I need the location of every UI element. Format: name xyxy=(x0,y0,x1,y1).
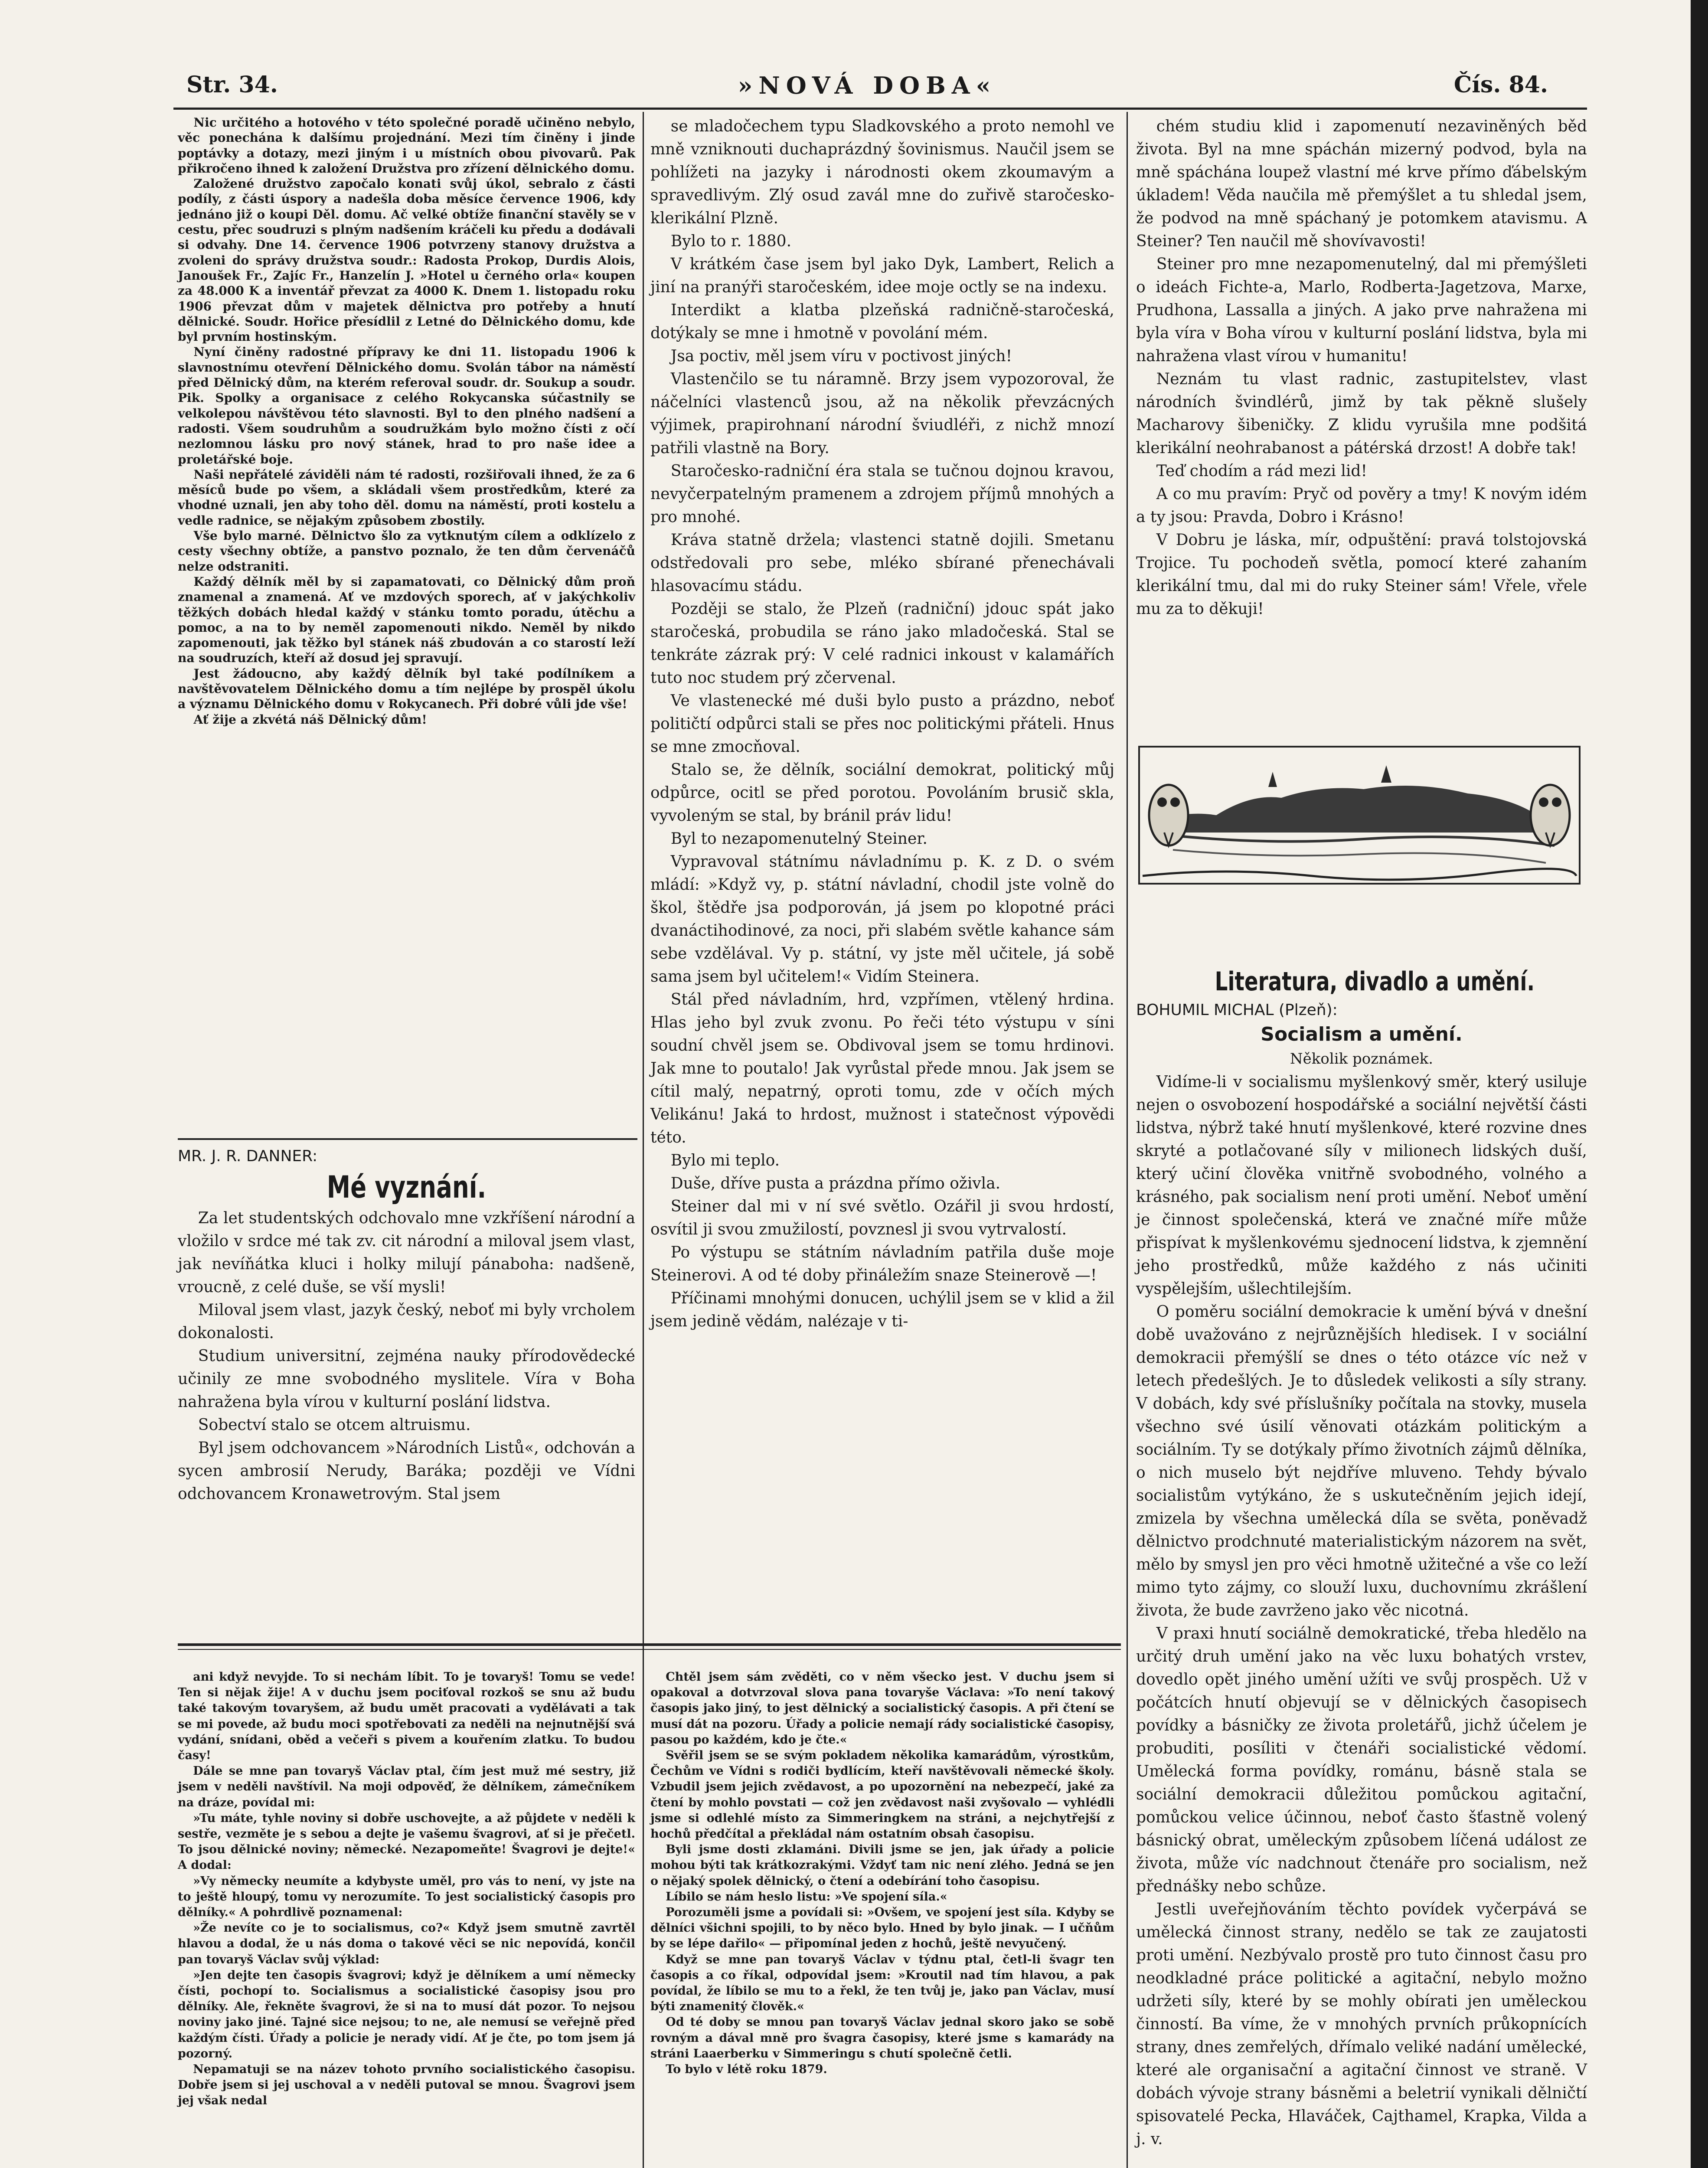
paragraph: Neznám tu vlast radnic, zastupitelstev, vlast národních švindlérů, jimž by tak pěkně slušely Macharovy šibeničky. Z klidu vyrušila mne podšitá klerikální neohrabanost a pátérská drzost! A dobře tak! xyxy=(1136,370,1587,457)
paragraph: Každý dělník měl by si zapamatovati, co Dělnický dům proň znamenal a znamená. Ať ve mzdových sporech, ať v jakýchkoliv těžkých dobách hledal každý v stánku tomto poradu, útěchu a pomoc, a na to by neměl zapomenouti nikdo. Neměl by nikdo zapomenouti, jak těžko byl stánek náš zbudován a co starostí leží na soudruzích, kteří až dosud jej spravují. xyxy=(178,574,635,666)
issue-number: Čís. 84. xyxy=(1453,72,1548,98)
newspaper-title: »NOVÁ DOBA« xyxy=(738,72,997,99)
section-vignette xyxy=(1138,746,1581,885)
paragraph: Miloval jsem vlast, jazyk český, neboť mi byly vrcholem dokonalosti. xyxy=(178,1301,635,1342)
paragraph: Porozuměli jsme a povídali si: »Ovšem, ve spojení jest síla. Kdyby se dělníci všichni spojili, to by něco bylo. Hned by bylo jinak. — I učňům by se lépe dařilo« — připomínal jeden z hochů, ještě nevyučený. xyxy=(650,1906,1114,1951)
essay-author: BOHUMIL MICHAL (Plzeň): xyxy=(1136,1001,1338,1019)
paragraph: O poměru sociální demokracie k umění bývá v dnešní době uvažováno z nejrůznějších hledisek. I v sociální demokracii přemýšlí se dnes o této otázce víc než v letech předešlých. Je to důsledek velikosti a síly strany. V dobách, kdy své příslušníky počítala na stovky, musela všechno své úsilí věnovati otázkám politickým a sociálním. Ty se dotýkaly přímo životních zájmů dělníka, o nich muselo být nejdříve mluveno. Tehdy bývalo socialistům vytýkáno, že s uskutečněním jejich idejí, zmizela by všechna umělecká díla se světa, poněvadž dělnictvo prodchnuté materialistickým názorem na svět, mělo by smysl jen pro věci hmotně užitečné a vše co leží mimo tyto zájmy, co slouží luxu, duchovnímu zkrášlení života, že bude zavrženo jako věc nicotná. xyxy=(1136,1303,1587,1619)
page-number: Str. 34. xyxy=(186,72,278,98)
paragraph: Vlastenčilo se tu náramně. Brzy jsem vypozoroval, že náčelníci vlastenců jsou, až na několik převzácných výjimek, prapirohnaní národní šviudléři, z nichž mnozí patřili vlastně na Bory. xyxy=(650,370,1114,457)
paragraph: Duše, dříve pusta a prázdna přímo oživla. xyxy=(670,1175,1001,1192)
paragraph: Byl to nezapomenutelný Steiner. xyxy=(670,830,927,848)
paragraph: Interdikt a klatba plzeňská radničně-staročeská, dotýkaly se mne i hmotně v povolání mém. xyxy=(650,301,1114,342)
paragraph: Od té doby se mnou pan tovaryš Václav jednal skoro jako se sobě rovným a dával mně pro švagra časopisy, které jsme s kamarády na stráni Laaerberku v Simmeringu s chutí společně četli. xyxy=(650,2015,1114,2060)
paragraph: Po výstupu se státním návladním patřila duše moje Steinerovi. A od té doby přináležím snaze Steinerově —! xyxy=(650,1244,1114,1284)
paragraph: Vidíme-li v socialismu myšlenkový směr, který usiluje nejen o osvobození hospodářské a sociální největší části lidstva, nýbrž také hnutí myšlenkové, které rozvine dnes skryté a potlačované síly v milionech lidských duší, který učiní člověka vnitřně svobodného, volného a krásného, pak socialism není proti umění. Neboť umění je činnost společenská, která ve značné míře může přispívat k myšlenkovému sjednocení lidstva, k zjemnění jeho prostředků, může každého z nás učiniti vyspělejším, ušlechtilejším. xyxy=(1136,1073,1587,1298)
paragraph: »Vy německy neumíte a kdybyste uměl, pro vás to není, vy jste na to ještě hloupý, tomu vy nerozumíte. To jest socialistický časopis pro dělníky.« A pohrdlivě poznamenal: xyxy=(178,1874,635,1920)
paragraph: Bylo mi teplo. xyxy=(670,1152,780,1169)
paragraph: To bylo v létě roku 1879. xyxy=(666,2063,827,2077)
paragraph: Studium universitní, zejména nauky přírodovědecké učinily ze mne svobodného myslitele. Víra v Boha nahražena byla vírou v kulturní poslání lidstva. xyxy=(178,1347,635,1411)
paragraph: Založené družstvo započalo konati svůj úkol, sebralo z části podíly, z části úspory a nadešla doba měsíce července 1906, kdy jednáno již o koupi Děl. domu. Ač velké obtíže finanční stavěly se v cestu, přec soudruzi s plným nadšením kráčeli ku předu a dodávali si odvahy. Dne 14. července 1906 potvrzeny stanovy družstva a zvoleni do správy družstva soudr.: Radosta Prokop, Durdis Alois, Janoušek Fr., Zajíc Fr., Hanzelín J. »Hotel u černého orla« koupen za 48.000 K a inventář převzat za 4000 K. Dnem 1. listopadu roku 1906 převzat dům v majetek dělnictva pro potřeby a hnutí dělnické. Soudr. Hořice přesídlil z Letné do Dělnického domu, kde byl prvním hostinským. xyxy=(178,176,635,344)
paragraph: »Tu máte, tyhle noviny si dobře uschovejte, a až půjdete v neděli k sestře, vezměte je s sebou a dejte je vašemu švagrovi, ať si je přečetl. To jsou dělnické noviny; německé. Nezapomeňte! Švagrovi je dejte!« A dodal: xyxy=(178,1811,635,1872)
lower-story-right xyxy=(650,1669,1114,2168)
paragraph: Chtěl jsem sám zvěděti, co v něm všecko jest. V duchu jsem si opakoval a dotvrzoval slova pana tovaryše Václava: »To není takový časopis jako jiný, to jest dělnický a socialistický časopis. A při čtení se musí dát na pozoru. Úřady a policie nemají rády socialistické časopisy, pasou po každém, kdo je čte.« xyxy=(650,1670,1114,1747)
paragraph: Byl jsem odchovancem »Národních Listů«, odchován a sycen ambrosií Nerudy, Baráka; později ve Vídni odchovancem Kronawetrovým. Stal jsem xyxy=(178,1439,635,1503)
section-divider xyxy=(178,1643,1121,1646)
paragraph: Nyní činěny radostné přípravy ke dni 11. listopadu 1906 k slavnostnímu otevření Dělnického domu. Svolán tábor na náměstí před Dělnický dům, na kterém referoval soudr. dr. Soukup a soudr. Pik. Spolky a organisace z celého Rokycanska súčastnily se velkolepou návštěvou této slavnosti. Byl to den plného nadšení a radosti. Všem soudruhům a soudružkám bylo možno čísti z očí nezlomnou lásku pro nový stánek, hrad to pro naše idee a proletářské boje. xyxy=(178,345,635,467)
column-c-essay xyxy=(1136,965,1587,2148)
paragraph: Vypravoval státnímu návladnímu p. K. z D. o svém mládí: »Když vy, p. státní návladní, chodil jste volně do škol, štědře jsa podporován, já jsem po klopotné práci dvanáctihodinové, za noci, při slabém světle kahance sám sebe vzdělával. Vy p. státní, vy jste měl učitele, já sobě sama jsem byl učitelem!« Vidím Steinera. xyxy=(650,853,1114,986)
paragraph: Vše bylo marné. Dělnictvo šlo za vytknutým cílem a odklízelo z cesty všechny obtíže, a panstvo poznalo, že ten dům červenáčů nelze odstraniti. xyxy=(178,529,635,574)
lower-story-left xyxy=(178,1669,635,2168)
essay-title: Socialism a umění. xyxy=(1261,1023,1463,1045)
paragraph: Líbilo se nám heslo listu: »Ve spojení síla.« xyxy=(666,1890,947,1904)
paragraph: chém studiu klid i zapomenutí nezaviněných běd života. Byl na mne spáchán mizerný podvod, byla na mně spáchána loupež vlastní mé krve přímo ďábelským úkladem! Věda naučila mě přemýšlet a tu shledal jsem, že podvod na mně spáchaný je potomkem atavismu. A Steiner? Ten naučil mě shovívavosti! xyxy=(1136,118,1587,250)
paragraph: Ať žije a zkvétá náš Dělnický dům! xyxy=(193,712,427,727)
paragraph: Bylo to r. 1880. xyxy=(670,232,792,250)
paragraph: Za let studentských odchovalo mne vzkříšení národní a vložilo v srdce mé tak zv. cit národní a miloval jsem vlast, jak nevíňátka kluci i holky milují pánaboha: nadšeně, vroucně, z celé duše, se vší mysli! xyxy=(178,1209,635,1296)
paragraph: Příčinami mnohými donucen, uchýlil jsem se v klid a žil jsem jedině vědám, nalézaje v ti- xyxy=(650,1290,1114,1330)
paragraph: Svěřil jsem se se svým pokladem několika kamarádům, výrostkům, Čechům ve Vídni s rodiči bydlícím, kteří navštěvovali německé školy. Vzbudil jsem jejich zvědavost, a po upozornění na nebezpečí, jaké za čtení by mohlo povstati — což jen zvědavost naši zvyšovalo — vyhlédli jsme si odlehlé místo za Simmeringkem na stráni, a nejchytřejší z hochů předčítal a překládal nám ostatním obsah časopisu. xyxy=(650,1749,1114,1841)
paragraph: V praxi hnutí sociálně demokratické, třeba hledělo na určitý druh umění jako na věc luxu bohatých vrstev, dovedlo opět jiného umění užíti ve svůj prospěch. Už v počátcích hnutí objevují se v dělnických časopisech povídky a básničky ze života proletářů, jichž účelem je probuditi, posíliti v čtenáři socialistické vědomí. Umělecká forma povídky, románu, básně stala se sociální demokracii důležitou pomůckou agitační, pomůckou velice účinnou, neboť často šťastně volený básnický obrat, uměleckým způsobem líčená událost ze života, může víc nadchnout čtenáře pro socialism, než přednášky nebo schůze. xyxy=(1136,1625,1587,1895)
left-owl xyxy=(1149,785,1188,846)
column-c-top xyxy=(1136,115,1587,737)
paragraph: V Dobru je láska, mír, odpuštění: pravá tolstojovská Trojice. Tu pochodeň světla, pomocí které zahaním klerikální tmu, dal mi do ruky Steiner sám! Vřele, vřele mu za to děkuji! xyxy=(1136,531,1587,618)
paragraph: Stalo se, že dělník, sociální demokrat, politický můj odpůrce, ocitl se před porotou. Povoláním brusič skla, vyvoleným se stal, by bránil práv lidu! xyxy=(650,761,1114,825)
paragraph: Sobectví stalo se otcem altruismu. xyxy=(198,1416,471,1434)
column-a-article xyxy=(178,1145,635,1611)
column-divider xyxy=(643,112,644,2168)
paragraph: A co mu pravím: Pryč od pověry a tmy! K novým idém a ty jsou: Pravda, Dobro i Krásno! xyxy=(1136,485,1587,526)
paragraph: Stál před návladním, hrd, vzpřímen, vtělený hrdina. Hlas jeho byl zvuk zvonu. Po řeči této výstupu v síni soudní chvěl jsem se. Obdivoval jsem se tomu hrdinovi. Jak mne to poutalo! Jak vyrůstal přede mnou. Jak jsem se cítil malý, nepatrný, oproti tomu, zde v očích mých Velikánu! Jaká to hrdost, mužnost i statečnost výpovědi této. xyxy=(650,991,1114,1146)
paragraph: Později se stalo, že Plzeň (radniční) jdouc spát jako staročeská, probudila se ráno jako mladočeská. Stal se tenkráte zázrak prý: V celé radnici inkoust v kalamářích tuto noc studem prý zčervenal. xyxy=(650,600,1114,687)
right-owl xyxy=(1531,785,1570,846)
paragraph: Jsa poctiv, měl jsem víru v poctivost jiných! xyxy=(670,347,1012,365)
binding-edge xyxy=(1691,0,1708,2168)
section-heading: Literatura, divadlo a umění. xyxy=(1215,966,1535,997)
paragraph: ani když nevyjde. To si nechám líbit. To je tovaryš! Tomu se vede! Ten si nějak žije! A v duchu jsem pociťoval rozkoš se snu až budu také takovým tovaryšem, až budu umět pracovati a vydělávati a tak se mi povede, až budu moci spotřebovati za neděli na nejnutnější svá vydání, snídani, oběd a večeři s pivem a kouřením zlatku. To budou časy! xyxy=(178,1670,635,1763)
paragraph: se mladočechem typu Sladkovského a proto nemohl ve mně vzniknouti duchaprázdný šovinismus. Naučil jsem se pohlížeti na jazyky i národnosti okem zkoumavým a spravedlivým. Zlý osud zavál mne do zuřivě staročesko-klerikální Plzně. xyxy=(650,118,1114,227)
essay-subtitle: Několik poznámek. xyxy=(1290,1050,1434,1068)
section-divider xyxy=(178,1649,1121,1650)
column-b xyxy=(650,115,1114,1615)
paragraph: Dále se mne pan tovaryš Václav ptal, čím jest muž mé sestry, již jsem v neděli navštívil. Na moji odpověď, že dělníkem, zámečníkem na dráze, povídal mi: xyxy=(178,1764,635,1809)
paragraph: Jest žádoucno, aby každý dělník byl také podílníkem a navštěvovatelem Dělnického domu a tím nejlépe by prospěl úkolu a významu Dělnického domu v Rokycanech. Při dobré vůli jde vše! xyxy=(178,666,635,712)
paragraph: Ve vlastenecké mé duši bylo pusto a prázdno, neboť političtí odpůrci stali se přes noc politickými přáteli. Hnus se mne zmocňoval. xyxy=(650,692,1114,756)
paragraph: Nic určitého a hotového v této společné poradě učiněno nebylo, věc ponechána k dalšímu projednání. Mezi tím činěny i jinde poptávky a dotazy, mezi jiným i u místních obou pivovarů. Pak přikročeno ihned k založení Družstva pro zřízení dělnického domu. xyxy=(178,115,635,176)
paragraph: Jestli uveřejňováním těchto povídek vyčerpává se umělecká činnost strany, nedělo se tak ze zaujatosti proti umění. Nezbývalo prostě pro tuto činnost času pro neodkladné práce politické a agitační, nebylo možno udržeti síly, které by se mohly obírati jen uměleckou činností. Ba víme, že v mnohých prvních průkopnících strany, dnes zemřelých, dřímalo veliké nadání umělecké, které ale organisační a agitační činnost ve straně. V dobách vývoje strany básněmi a beletrií vynikali dělničtí spisovatelé Pecka, Hlaváček, Cajthamel, Krapka, Vilda a j. v. xyxy=(1136,1900,1587,2148)
vignette-illustration xyxy=(1138,746,1581,885)
paragraph: »Že nevíte co je to socialismus, co?« Když jsem smutně zavrtěl hlavou a dodal, že u nás doma o takové věci se nic nepovídá, končil pan tovaryš Václav svůj výklad: xyxy=(178,1921,635,1966)
paragraph: Staročesko-radniční éra stala se tučnou dojnou kravou, nevyčerpatelným pramenem a zdrojem příjmů mnohých a pro mnohé. xyxy=(650,462,1114,526)
article-title: Mé vyznání. xyxy=(327,1169,487,1205)
paragraph: V krátkém čase jsem byl jako Dyk, Lambert, Relich a jiní na pranýři staročeském, idee moje octly se na indexu. xyxy=(650,255,1114,296)
paragraph: Steiner dal mi v ní své světlo. Ozářil ji svou hrdostí, osvítil ji svou zmužilostí, povznesl ji svou vytrvalostí. xyxy=(650,1198,1114,1238)
header-rule xyxy=(173,108,1587,110)
column-divider xyxy=(1127,112,1128,2168)
paragraph: Naši nepřátelé záviděli nám té radosti, rozšiřovali ihned, že za 6 měsíců bude po všem, a skládali všem prostředkům, které za vhodné uznali, jen aby toho děl. domu na náměstí, proti kostelu a vedle radnice, se nějakým způsobem zbostily. xyxy=(178,467,635,528)
paragraph: Steiner pro mne nezapomenutelný, dal mi přemýšleti o ideách Fichte-a, Marlo, Rodberta-Jagetzova, Marxe, Prudhona, Lassalla a jiných. A jako prve nahražena mi byla víra v Boha vírou v kulturní poslání lidstva, byla mi nahražena vlast vírou v humanitu! xyxy=(1136,255,1587,365)
paragraph: Když se mne pan tovaryš Václav v týdnu ptal, četl-li švagr ten časopis a co říkal, odpovídal jsem: »Kroutil nad tím hlavou, a pak povídal, že líbilo se mu to a řekl, že ten tvůj je, jako pan Václav, musí býti znamenitý člověk.« xyxy=(650,1953,1114,2014)
paragraph: Kráva statně držela; vlastenci statně dojili. Smetanu odstředovali pro sebe, mléko sbírané přenechávali hlasovacímu stádu. xyxy=(650,531,1114,595)
page-header xyxy=(173,72,1561,106)
column-a-top xyxy=(178,115,635,1140)
paragraph: Nepamatuji se na název tohoto prvního socialistického časopisu. Dobře jsem si jej uschoval a v neděli putoval se mnou. Švagrovi jsem jej však nedal xyxy=(178,2063,635,2108)
paragraph: Teď chodím a rád mezi lid! xyxy=(1156,462,1367,480)
paragraph: Byli jsme dosti zklamáni. Divili jsme se jen, jak úřady a policie mohou býti tak krátkozrakými. Vždyť tam nic není zlého. Jedná se jen o nějaký spolek dělnický, o čtení a odebírání toho časopisu. xyxy=(650,1843,1114,1888)
article-author: MR. J. R. DANNER: xyxy=(178,1147,318,1165)
paragraph: »Jen dejte ten časopis švagrovi; když je dělníkem a umí německy čísti, pochopí to. Socialismus a socialistické časopisy jsou pro dělníky. Ale, řekněte švagrovi, že si na to musí dát pozor. To nejsou noviny jako jiné. Tajné sice nejsou; to ne, ale nemusí se veřejně před každým čísti. Úřady a policie je nerady vidí. Ať je čte, po tom jsem já pozorný. xyxy=(178,1968,635,2060)
